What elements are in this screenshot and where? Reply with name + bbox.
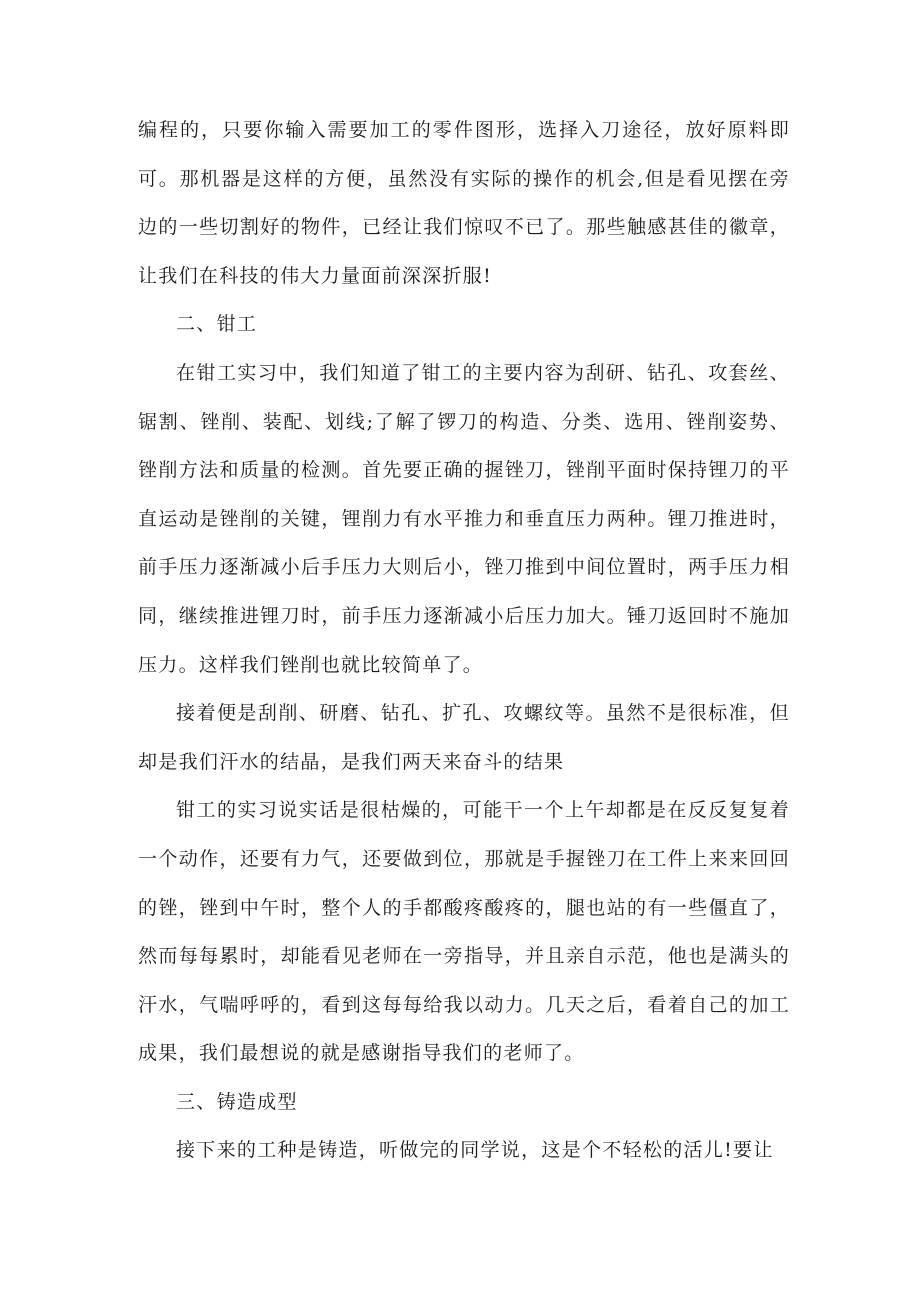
section-heading-casting: 三、铸造成型 [176, 1090, 298, 1113]
paragraph-casting-intro: 接下来的工种是铸造，听做完的同学说，这是个不轻松的活儿!要让 [176, 1139, 774, 1162]
paragraph-fitter-content: 在钳工实习中，我们知道了钳工的主要内容为刮研、钻孔、攻套丝、锯割、锉削、装配、划线;了解了锣刀的构造、分类、选用、锉削姿势、锉削方法和质量的检测。首先要正确的握锉刀，锉削平面时保持锂刀的平直运动是锉削的关键，锂削力有水平推力和垂直压力两种。锂刀推进时，前手压力逐渐减小后手压力大则后小，锉刀推到中间位置时，两手压力相同，继续推进锂刀时，前手压力逐渐减小后压力加大。锤刀返回时不施加压力。这样我们锉削也就比较简单了。 [138, 361, 790, 676]
paragraph-fitter-tasks: 接着便是刮削、研磨、钻孔、扩孔、攻螺纹等。虽然不是很标准，但却是我们汗水的结晶，是我们两天来奋斗的结果 [138, 702, 790, 773]
paragraph-intro-continued: 编程的，只要你输入需要加工的零件图形，选择入刀途径，放好原料即可。那机器是这样的方便，虽然没有实际的操作的机会,但是看见摆在旁边的一些切割好的物件，已经让我们惊叹不已了。那些触感甚佳的徽章，让我们在科技的伟大力量面前深深折服! [138, 119, 790, 287]
document-body [138, 106, 790, 1175]
paragraph-fitter-reflection: 钳工的实习说实话是很枯燥的，可能干一个上午却都是在反反复复着一个动作，还要有力气，还要做到位，那就是手握锉刀在工件上来来回回的锉，锉到中午时，整个人的手都酸疼酸疼的，腿也站的有一些僵直了，然而每每累时，却能看见老师在一旁指导，并且亲自示范，他也是满头的汗水，气喘呼呼的，看到这每每给我以动力。几天之后，看着自己的加工成果，我们最想说的就是感谢指导我们的老师了。 [138, 799, 790, 1065]
section-heading-fitter: 二、钳工 [176, 313, 258, 336]
